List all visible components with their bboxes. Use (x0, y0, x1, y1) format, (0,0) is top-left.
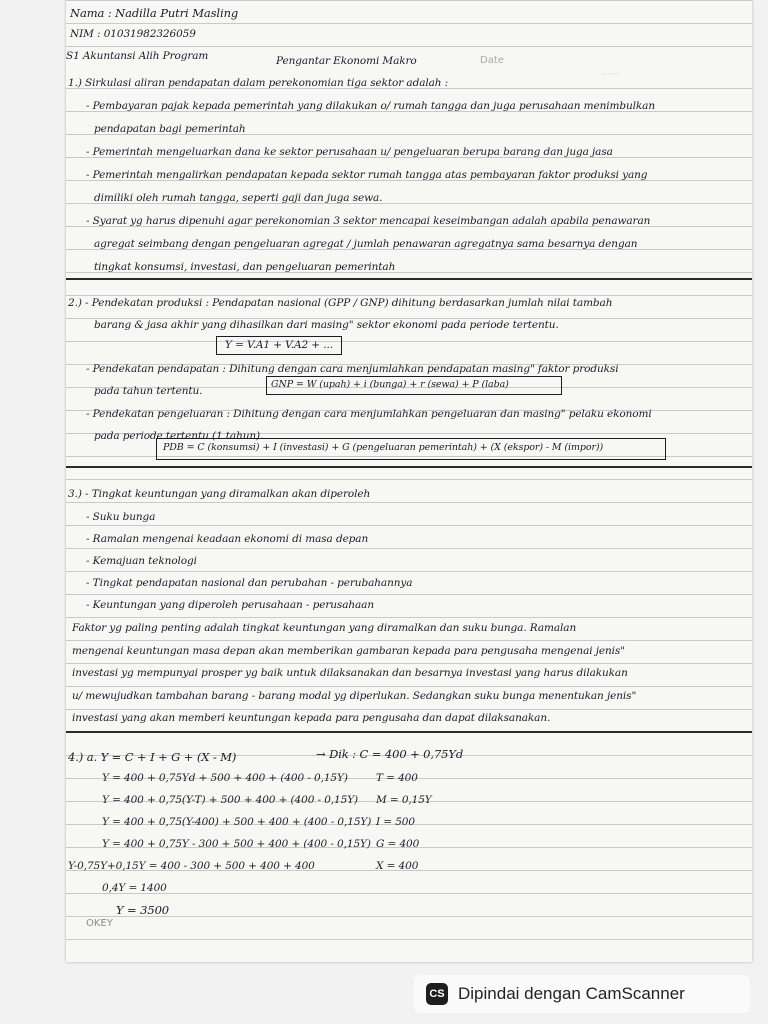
q1-line-2: - Pembayaran pajak kepada pemerintah yang dilakukan o/ rumah tangga dan juga perusahaan menimbulkan (86, 100, 655, 112)
q3-line-2: - Suku bunga (86, 511, 156, 523)
q3-paragraph-3: investasi yg mempunyai prosper yg baik untuk dilaksanakan dan besarnya investasi yang harus dilakukan (72, 667, 628, 679)
section-divider (66, 278, 752, 280)
q4-equation-2: Y = 400 + 0,75Yd + 500 + 400 + (400 - 0,15Y) (102, 772, 348, 784)
q2-line-5: - Pendekatan pengeluaran : Dihitung dengan cara menjumlahkan pengeluaran dan masing" pelaku ekonomi (86, 408, 652, 420)
q4-equation-7: 0,4Y = 1400 (102, 882, 167, 894)
formula-income: GNP = W (upah) + i (bunga) + r (sewa) + P (laba) (271, 379, 509, 390)
page-title: Pengantar Ekonomi Makro (276, 55, 417, 67)
q2-line-1: 2.) - Pendekatan produksi : Pendapatan nasional (GPP / GNP) dihitung berdasarkan jumlah nilai tambah (68, 297, 613, 309)
q1-line-7: - Syarat yg harus dipenuhi agar perekonomian 3 sektor mencapai keseimbangan adalah apabila penawaran (86, 215, 651, 227)
q4-equation-1: 4.) a. Y = C + I + G + (X - M) (68, 750, 237, 764)
q2-line-4: pada tahun tertentu. (94, 385, 203, 397)
page-footer-mark: OKEY (86, 918, 113, 929)
q4-equation-3: Y = 400 + 0,75(Y-T) + 500 + 400 + (400 - 0,15Y) (102, 794, 359, 806)
q1-line-9: tingkat konsumsi, investasi, dan pengeluaran pemerintah (94, 261, 396, 273)
camscanner-badge (414, 975, 750, 1013)
q4-result: Y = 3500 (116, 903, 170, 917)
q4-known-1: → Dik : C = 400 + 0,75Yd (316, 747, 464, 761)
q4-known-4: I = 500 (376, 816, 415, 828)
q3-line-3: - Ramalan mengenai keadaan ekonomi di masa depan (86, 533, 369, 545)
q3-line-6: - Keuntungan yang diperoleh perusahaan - perusahaan (86, 599, 374, 611)
q4-known-3: M = 0,15Y (376, 794, 432, 806)
camscanner-logo-icon: CS (426, 983, 448, 1005)
q3-line-1: 3.) - Tingkat keuntungan yang diramalkan akan diperoleh (68, 488, 371, 500)
formula-expenditure: PDB = C (konsumsi) + I (investasi) + G (pengeluaran pemerintah) + (X (ekspor) - M (impor)) (163, 442, 604, 453)
q3-paragraph-4: u/ mewujudkan tambahan barang - barang modal yg diperlukan. Sedangkan suku bunga menentukan jenis" (72, 690, 637, 702)
q3-paragraph-5: investasi yang akan memberi keuntungan kepada para pengusaha dan dapat dilaksanakan. (72, 712, 551, 724)
bleed-through-text: ······ (602, 70, 620, 80)
formula-box-expenditure (156, 438, 666, 460)
q2-line-2: barang & jasa akhir yang dihasilkan dari masing" sektor ekonomi pada periode tertentu. (94, 319, 559, 331)
q1-line-1: 1.) Sirkulasi aliran pendapatan dalam perekonomian tiga sektor adalah : (68, 77, 449, 89)
q3-paragraph-2: mengenai keuntungan masa depan akan memberikan gambaran kepada para pengusaha mengenai jenis" (72, 645, 625, 657)
q2-line-6: pada periode tertentu (1 tahun). (94, 430, 264, 442)
date-label: Date (480, 55, 504, 66)
q4-equation-5: Y = 400 + 0,75Y - 300 + 500 + 400 + (400 - 0,15Y) (102, 838, 371, 850)
q1-line-3: pendapatan bagi pemerintah (94, 123, 246, 135)
formula-box-income (266, 376, 562, 395)
formula-production: Y = V.A1 + V.A2 + ... (225, 339, 333, 351)
section-divider (66, 466, 752, 468)
notebook-page (66, 0, 752, 962)
q1-line-8: agregat seimbang dengan pengeluaran agregat / jumlah penawaran agregatnya sama besarnya dengan (94, 238, 638, 250)
q4-known-6: X = 400 (376, 860, 419, 872)
camscanner-text: Dipindai dengan CamScanner (458, 984, 685, 1003)
q3-paragraph-1: Faktor yg paling penting adalah tingkat keuntungan yang diramalkan dan suku bunga. Ramalan (72, 622, 577, 634)
q2-line-3: - Pendekatan pendapatan : Dihitung dengan cara menjumlahkan pendapatan masing" faktor produksi (86, 363, 619, 375)
q4-equation-4: Y = 400 + 0,75(Y-400) + 500 + 400 + (400 - 0,15Y) (102, 816, 372, 828)
q1-line-4: - Pemerintah mengeluarkan dana ke sektor perusahaan u/ pengeluaran berupa barang dan juga jasa (86, 146, 613, 158)
q1-line-6: dimiliki oleh rumah tangga, seperti gaji dan juga sewa. (94, 192, 383, 204)
student-name: Nama : Nadilla Putri Masling (70, 6, 239, 20)
q3-line-4: - Kemajuan teknologi (86, 555, 197, 567)
q4-known-2: T = 400 (376, 772, 418, 784)
q1-line-5: - Pemerintah mengalirkan pendapatan kepada sektor rumah tangga atas pembayaran faktor produksi yang (86, 169, 648, 181)
formula-box-production (216, 336, 342, 355)
q3-line-5: - Tingkat pendapatan nasional dan perubahan - perubahannya (86, 577, 413, 589)
q4-equation-6: Y-0,75Y+0,15Y = 400 - 300 + 500 + 400 + 400 (68, 860, 315, 872)
student-nim: NIM : 01031982326059 (70, 28, 196, 40)
study-program: S1 Akuntansi Alih Program (66, 50, 209, 62)
q4-known-5: G = 400 (376, 838, 420, 850)
section-divider (66, 731, 752, 733)
